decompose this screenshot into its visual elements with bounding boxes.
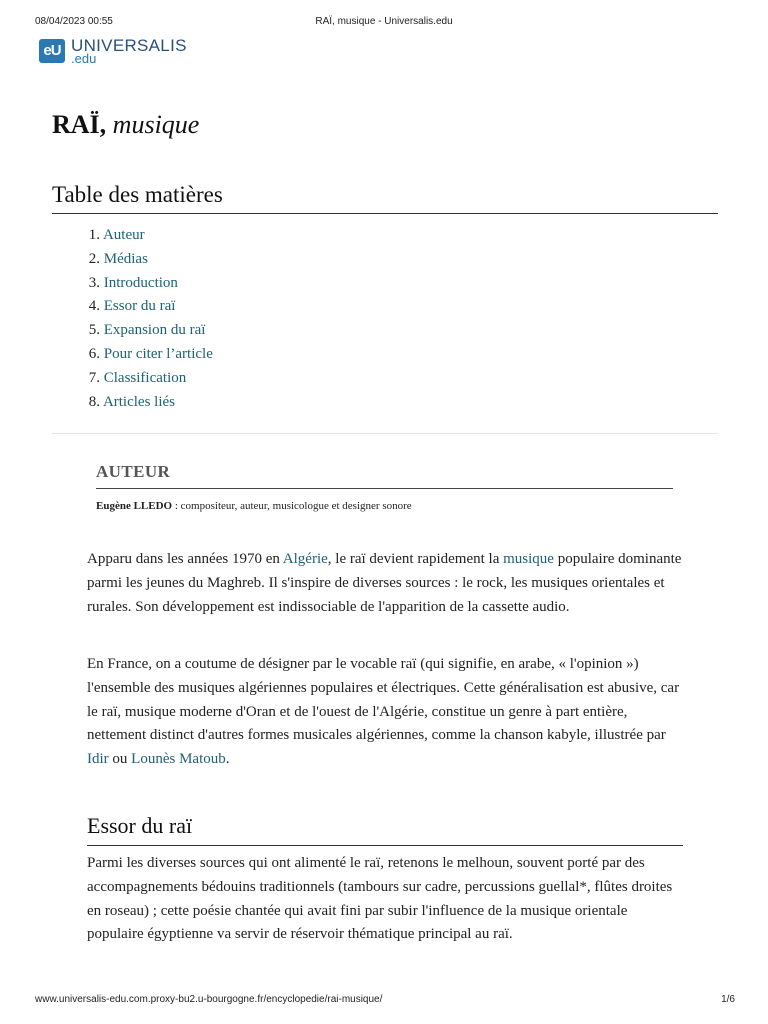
- logo-name: UNIVERSALIS: [71, 36, 187, 55]
- text-run: populaire dominante parmi les jeunes du Maghreb. Il s'inspire de diverses sources : le rock, les musiques orientales et rurales. Son développement est indissociable de l'apparition de la cassette audio.: [87, 551, 682, 615]
- toc-item: [52, 295, 213, 319]
- toc-item-number: 3.: [88, 274, 100, 291]
- essor-paragraph-1: Parmi les diverses sources qui ont alimenté le raï, retenons le melhoun, souvent porté par des accompagnements bédouins traditionnels (tambours sur cadre, percussions guellal*, flûtes droites en roseau) ; cette poésie chantée qui avait fini par subir l'influence de la musique orientale populaire égyptienne va servir de réservoir thématique principal au raï.: [87, 855, 673, 943]
- toc-link-expansion[interactable]: Expansion du raï: [103, 322, 206, 339]
- toc-link-citer[interactable]: Pour citer l’article: [103, 345, 213, 362]
- auteur-credit: [96, 500, 412, 512]
- toc-item: [52, 391, 213, 415]
- logo-subtitle: .edu: [71, 51, 97, 66]
- toc-item-number: 4.: [88, 298, 100, 315]
- toc-item: [52, 272, 213, 296]
- toc-item-number: 2.: [88, 250, 100, 267]
- toc-item-number: 6.: [88, 345, 100, 362]
- auteur-heading: AUTEUR: [96, 462, 673, 489]
- toc-link-classification[interactable]: Classification: [103, 369, 187, 386]
- text-run: ou: [108, 751, 132, 768]
- toc-link-medias[interactable]: Médias: [103, 250, 148, 267]
- intro-paragraph-1: [87, 548, 687, 619]
- toc-link-articles-lies[interactable]: Articles liés: [102, 393, 176, 410]
- toc-item-number: 5.: [88, 322, 100, 339]
- print-page-title: RAÏ, musique - Universalis.edu: [315, 16, 453, 27]
- print-date: 08/04/2023 00:55: [35, 16, 113, 27]
- print-url: www.universalis-edu.com.proxy-bu2.u-bourgogne.fr/encyclopedie/rai-musique/: [35, 994, 383, 1005]
- link-algerie[interactable]: Algérie: [282, 551, 328, 567]
- toc-link-auteur[interactable]: Auteur: [102, 227, 145, 243]
- toc-item: [52, 367, 213, 391]
- toc-item-number: 7.: [88, 369, 100, 386]
- article-title-main: RAÏ,: [52, 110, 107, 139]
- article-title-sub: musique: [112, 110, 200, 139]
- link-lounes-matoub[interactable]: Lounès Matoub: [131, 751, 226, 768]
- auteur-name: Eugène LLEDO: [96, 500, 173, 512]
- table-of-contents: [52, 224, 213, 414]
- toc-item-number: 1.: [88, 227, 100, 243]
- essor-heading: Essor du raï: [87, 813, 683, 846]
- section-divider: [52, 433, 718, 434]
- toc-link-essor[interactable]: Essor du raï: [103, 298, 176, 315]
- text-run: En France, on a coutume de désigner par le vocable raï (qui signifie, en arabe, « l'opinion ») l'ensemble des musiques algériennes populaires et électriques. Cette généralisation est abusive, car le raï, musique moderne d'Oran et de l'ouest de l'Algérie, constitue un genre à part entière, nettement distinct d'autres formes musicales algériennes, comme la chanson kabyle, illustrée par: [87, 656, 680, 744]
- link-musique[interactable]: musique: [503, 551, 554, 567]
- toc-item: [52, 319, 213, 343]
- intro-paragraph-2: [87, 653, 687, 772]
- article-title: [52, 110, 199, 140]
- text-run: .: [225, 751, 230, 768]
- toc-heading: Table des matières: [52, 182, 718, 214]
- print-footer: [35, 994, 735, 1008]
- print-header: [35, 16, 733, 30]
- text-run: Apparu dans les années 1970 en: [87, 551, 283, 567]
- link-idir[interactable]: Idir: [87, 751, 109, 768]
- toc-link-introduction[interactable]: Introduction: [103, 274, 178, 291]
- toc-item: [52, 343, 213, 367]
- toc-item: [52, 248, 213, 272]
- toc-item-number: 8.: [88, 393, 100, 410]
- text-run: , le raï devient rapidement la: [327, 551, 504, 567]
- print-page-number: 1/6: [721, 994, 735, 1005]
- toc-item: [52, 224, 213, 248]
- auteur-role: : compositeur, auteur, musicologue et designer sonore: [172, 500, 412, 512]
- logo-badge-icon: eU: [39, 39, 65, 63]
